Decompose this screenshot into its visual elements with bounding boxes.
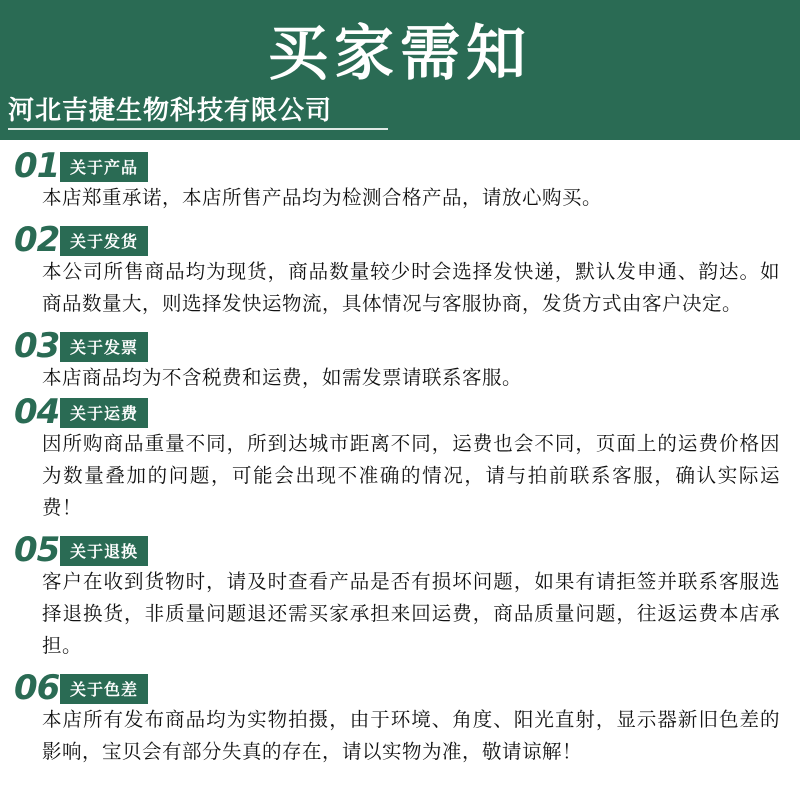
- section-text: 本店所有发布商品均为实物拍摄，由于环境、角度、阳光直射，显示器新旧色差的影响，宝贝会有部分失真的存在，请以实物为准，敬请谅解！: [42, 708, 780, 763]
- page-header: [0, 0, 800, 140]
- section-number: 05: [14, 530, 60, 570]
- section-tag: 关于色差: [60, 674, 148, 704]
- section-number: 02: [14, 220, 60, 260]
- section-tag: 关于产品: [60, 152, 148, 182]
- section-header: [14, 326, 786, 366]
- section-text: 因所购商品重量不同，所到达城市距离不同，运费也会不同，页面上的运费价格因为数量叠加的问题，可能会出现不准确的情况，请与拍前联系客服，确认实际运费！: [42, 432, 780, 519]
- section-header: [14, 220, 786, 260]
- page-title: 买家需知: [268, 19, 532, 89]
- section-number: 03: [14, 326, 60, 366]
- section-about-product: [14, 146, 786, 214]
- section-tag: 关于发票: [60, 332, 148, 362]
- section-about-freight: [14, 392, 786, 524]
- notice-sections: [0, 146, 800, 768]
- section-tag: 关于退换: [60, 536, 148, 566]
- section-about-color-difference: [14, 668, 786, 768]
- company-name: 河北吉捷生物科技有限公司: [8, 96, 333, 126]
- section-tag: 关于运费: [60, 398, 148, 428]
- section-text: 客户在收到货物时，请及时查看产品是否有损坏问题，如果有请拒签并联系客服选择退换货，非质量问题退还需买家承担来回运费，商品质量问题，往返运费本店承担。: [42, 570, 780, 657]
- section-tag: 关于发货: [60, 226, 148, 256]
- section-number: 04: [14, 392, 60, 432]
- section-header: [14, 146, 786, 186]
- section-number: 06: [14, 668, 60, 708]
- section-header: [14, 668, 786, 708]
- section-text: 本店郑重承诺，本店所售产品均为检测合格产品，请放心购买。: [42, 186, 603, 209]
- section-about-shipping: [14, 220, 786, 320]
- section-text: 本公司所售商品均为现货，商品数量较少时会选择发快递，默认发申通、韵达。如商品数量大，则选择发快运物流，具体情况与客服协商，发货方式由客户决定。: [42, 260, 780, 315]
- section-header: [14, 530, 786, 570]
- section-text: 本店商品均为不含税费和运费，如需发票请联系客服。: [42, 366, 523, 389]
- section-about-invoice: [14, 326, 786, 394]
- header-divider: [8, 128, 388, 130]
- section-header: [14, 392, 786, 432]
- section-number: 01: [14, 146, 60, 186]
- section-about-returns: [14, 530, 786, 662]
